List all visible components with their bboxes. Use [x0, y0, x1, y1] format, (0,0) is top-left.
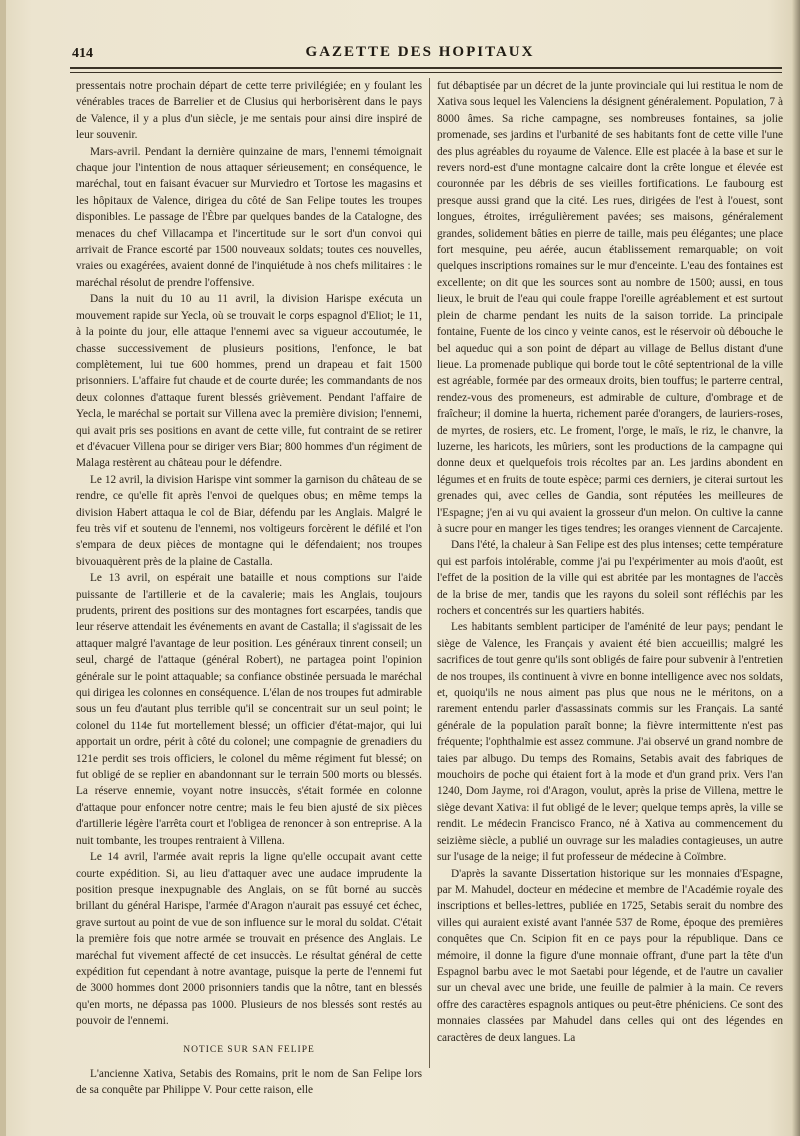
right-column	[437, 78, 783, 1046]
header-rule-thin	[70, 72, 782, 73]
paragraph: Mars-avril. Pendant la dernière quinzaine de mars, l'ennemi témoignait chaque jour l'intention de nous attaquer sérieusement; en conséquence, le maréchal, tout en faisant évacuer sur Murviedro et Tortose les magasins et les hôpitaux de Valence, dirigea du côté de San Felipe toutes les troupes disponibles. Le passage de l'Èbre par quelques bandes de la Catalogne, des menaces du chef Villacampa et l'incertitude sur le sort d'un convoi qui arrivait de France escorté par 1500 nouveaux soldats; toutes ces nouvelles, vraies ou exagérées, avaient donné de l'inquiétude à nos chefs militaires : le maréchal résolut de prendre l'offensive.	[76, 145, 422, 289]
running-title: GAZETTE DES HOPITAUX	[305, 44, 535, 60]
paragraph: L'ancienne Xativa, Setabis des Romains, prit le nom de San Felipe lors de sa conquête par Philippe V. Pour cette raison, elle	[76, 1067, 422, 1097]
page-left-edge	[0, 0, 6, 1136]
paragraph: fut débaptisée par un décret de la junte provinciale qui lui restitua le nom de Xativa sous lequel les Valenciens la désignent généralement. Population, 7 à 8000 âmes. Sa riche campagne, ses nombreuses fontaines, sa jolie promenade, ses jardins et l'urbanité de ses habitants font de cette ville l'une des plus agréables du royaume de Valence. Elle est placée à la base et sur le revers nord-est d'une montagne calcaire dont la crête longue et élevée est couronnée par les débris de ses vieilles fortifications. Le faubourg est presque aussi grand que la cité. Les rues, dirigées de l'est à l'ouest, sont longues, étroites, irrégulièrement pavées; ses maisons, généralement grandes, solidement bâties en pierre de taille, mais peu élégantes; une place fort mesquine, peu aérée, aucun établissement remarquable; on voit quelques inscriptions romaines sur le mur d'enceinte. L'eau des fontaines est excellente; on dit que les sources sont au nombre de 1500; aussi, en tous lieux, le bruit de l'eau qui coule frappe l'oreille agréablement et est surtout plein de charme pendant les nuits de la saison torride. La principale fontaine, Fuente de los cinco y veinte canos, est le réservoir où débouche le bel aqueduc qui a son point de départ au village de Bellus distant d'une lieue. La promenade publique qui borde tout le côté septentrional de la ville est agréable, formée par des ormeaux droits, bien touffus; le parterre central, rendez-vous des promeneurs, est admirable de culture, d'ombrage et de fraîcheur; il domine la huerta, richement parée d'orangers, de lauriers-roses, de myrtes, de rosiers, etc. Le froment, l'orge, le maïs, le riz, le chanvre, la luzerne, les haricots, les mûriers, sont les productions de la campagne qui donne deux et quelquefois trois récoltes par an. Les jardins abondent en légumes et en fruits de toute espèce; parmi ces derniers, je citerai surtout les grenades qui, avec celles de Gandia, sont réputées les meilleures de l'Espagne; j'en ai vu qui avaient la grosseur d'un melon. On cultive la canne à sucre pour en manger les tiges tendres; les oranges viennent de Carcajente.	[437, 80, 783, 535]
paragraph: Dans l'été, la chaleur à San Felipe est des plus intenses; cette température qui est parfois intolérable, comme j'ai pu l'expérimenter au mois d'août, est l'effet de la position de la ville qui est abritée par les montagnes de l'accès de la brise de mer, tandis que les rayons du soleil sont réfléchis par les rochers et concentrés sur les quartiers habités.	[437, 539, 783, 617]
paragraph: pressentais notre prochain départ de cette terre privilégiée; en y foulant les vénérables traces de Barrelier et de Clusius qui herborisèrent dans le pays de Valence, il y a plus d'un siècle, je me sentais pour ainsi dire inspiré de leur souvenir.	[76, 80, 422, 142]
paragraph: Le 12 avril, la division Harispe vint sommer la garnison du château de se rendre, ce qu'elle fit après l'envoi de quelques obus; en même temps la division Habert attaqua le col de Biar, défendu par les Anglais. Malgré le feu très vif et soutenu de l'ennemi, nos voltigeurs forcèrent le défilé et l'on s'empara de deux pièces de montagne qui le défendaient; nos troupes bivouaquèrent près de la plaine de Castalla.	[76, 473, 422, 568]
paragraph: Les habitants semblent participer de l'aménité de leur pays; pendant le siège de Valence, les Français y avaient été bien accueillis; malgré les sacrifices de tout genre qu'ils sont obligés de faire pour subvenir à l'entretien de nos troupes, ils continuent à vivre en bonne intelligence avec nos soldats, et, quoiqu'ils ne nous aiment pas plus que nous ne le méritons, on a rarement entendu parler d'assassinats commis sur les Français. La santé générale de la population paraît bonne; la fièvre intermittente n'est pas fréquente; l'ophthalmie est assez commune. J'ai observé un grand nombre de taies par albugo. Du temps des Romains, Setabis avait des fabriques de mouchoirs de poche qui étaient fort à la mode et d'un grand prix. Vers l'an 1240, Dom Jayme, roi d'Aragon, voulut, après la prise de Villena, mettre le siège devant Xativa: il fut obligé de le lever; quelque temps après, la ville se rendit. Le médecin Francisco Franco, né à Xativa au commencement du seizième siècle, a publié un ouvrage sur les maladies contagieuses, un autre sur l'usage de la neige; il fut professeur de médecine à Coïmbre.	[437, 621, 784, 864]
page-right-edge	[792, 0, 800, 1136]
page-number: 414	[72, 46, 93, 61]
paragraph: D'après la savante Dissertation historique sur les monnaies d'Espagne, par M. Mahudel, docteur en médecine et membre de l'Académie royale des inscriptions et belles-lettres, publiée en 1725, Setabis serait du nombre des villes qui auraient existé avant l'année 537 de Rome, époque des premières conquêtes que Cn. Scipion fit en ce pays pour la république. Dans ce mémoire, il donne la figure d'une monnaie offrant, d'une part la tête d'un Espagnol barbu avec le mot Saetabi pour légende, et de l'autre un cavalier sur un cheval avec une bride, une feuille de palmier à la main. Ce revers offre des caractères espagnols antiques ou peut-être phéniciens. Ce sont des monnaies classées par Mahudel dans celles qui ont des légendes en caractères de deux langues. La	[437, 867, 783, 1044]
left-column	[76, 78, 422, 1099]
column-divider	[429, 78, 430, 1068]
section-heading: NOTICE SUR SAN FELIPE	[183, 1044, 315, 1055]
paragraph: Le 14 avril, l'armée avait repris la ligne qu'elle occupait avant cette courte expédition. Si, au lieu d'attaquer avec une audace imprudente la position presque inexpugnable des Anglais, on se fût borné au succès brillant du général Harispe, l'armée d'Aragon n'aurait pas essuyé cet échec, grave surtout au point de vue de son influence sur le moral du soldat. C'était la première fois que notre armée se trouvait en présence des Anglais. Le maréchal fut vivement affecté de cet insuccès. Le résultat général de cette expédition fut cependant à notre avantage, puisque la perte de l'ennemi fut de 3000 hommes dont 2000 prisonniers tandis que la nôtre, tant en blessés qu'en morts, ne dépassa pas 1000. Plusieurs de nos blessés sont restés au pouvoir de l'ennemi.	[76, 851, 422, 1028]
paragraph: Dans la nuit du 10 au 11 avril, la division Harispe exécuta un mouvement rapide sur Yecla, où se trouvait le corps espagnol d'Eliot; le 11, à la pointe du jour, elle attaque l'ennemi avec sa vigueur accoutumée, le chasse successivement de plusieurs positions, l'enfonce, le bat complètement, lui tue 600 hommes, prend un drapeau et fait 1500 prisonniers. L'affaire fut chaude et de courte durée; les commandants de nos deux colonnes d'attaque furent blessés grièvement. Pendant l'affaire de Yecla, le maréchal se portait sur Villena avec la première division; l'ennemi, qui avait pris ses positions en avant de cette ville, fut contraint de se retirer et d'évacuer Villena pour se diriger vers Biar; 800 hommes d'un régiment de Malaga restèrent au château pour le défendre.	[76, 293, 422, 470]
paragraph: Le 13 avril, on espérait une bataille et nous comptions sur l'aide puissante de l'artillerie et de la cavalerie; mais les Anglais, toujours prudents, prirent des positions sur des montagnes fort escarpées, tandis que leur réserve attendait les événements en avant de Castalla; il s'agissait de les attaquer malgré l'avantage de leur position. Les généraux tinrent conseil; un seul, chargé de l'attaque (général Robert), ne partagea point l'opinion générale sur le point attaquable; sa confiance obstinée persuada le maréchal qui dirigea les colonnes en conséquence. L'élan de nos troupes fut admirable sous un feu d'autant plus terrible qu'il se concentrait sur un seul point; le colonel du 114e fut mortellement blessé; un officier d'état-major, qui lui apportait un ordre, périt à côté du colonel; une compagnie de grenadiers du 121e perdit ses trois officiers, le colonel du même régiment fut blessé; on fut obligé de se replier en abandonnant sur le terrain 500 morts ou blessés. La réserve ennemie, voyant notre insuccès, s'était formée en colonne d'attaque pour enfoncer notre centre; mais le feu bien ajusté de six pièces d'artillerie légère l'arrêta court et l'obligea de renoncer à son entreprise. A la nuit tombante, les troupes rentraient à Villena.	[76, 572, 422, 847]
header-rule-thick	[70, 67, 782, 69]
